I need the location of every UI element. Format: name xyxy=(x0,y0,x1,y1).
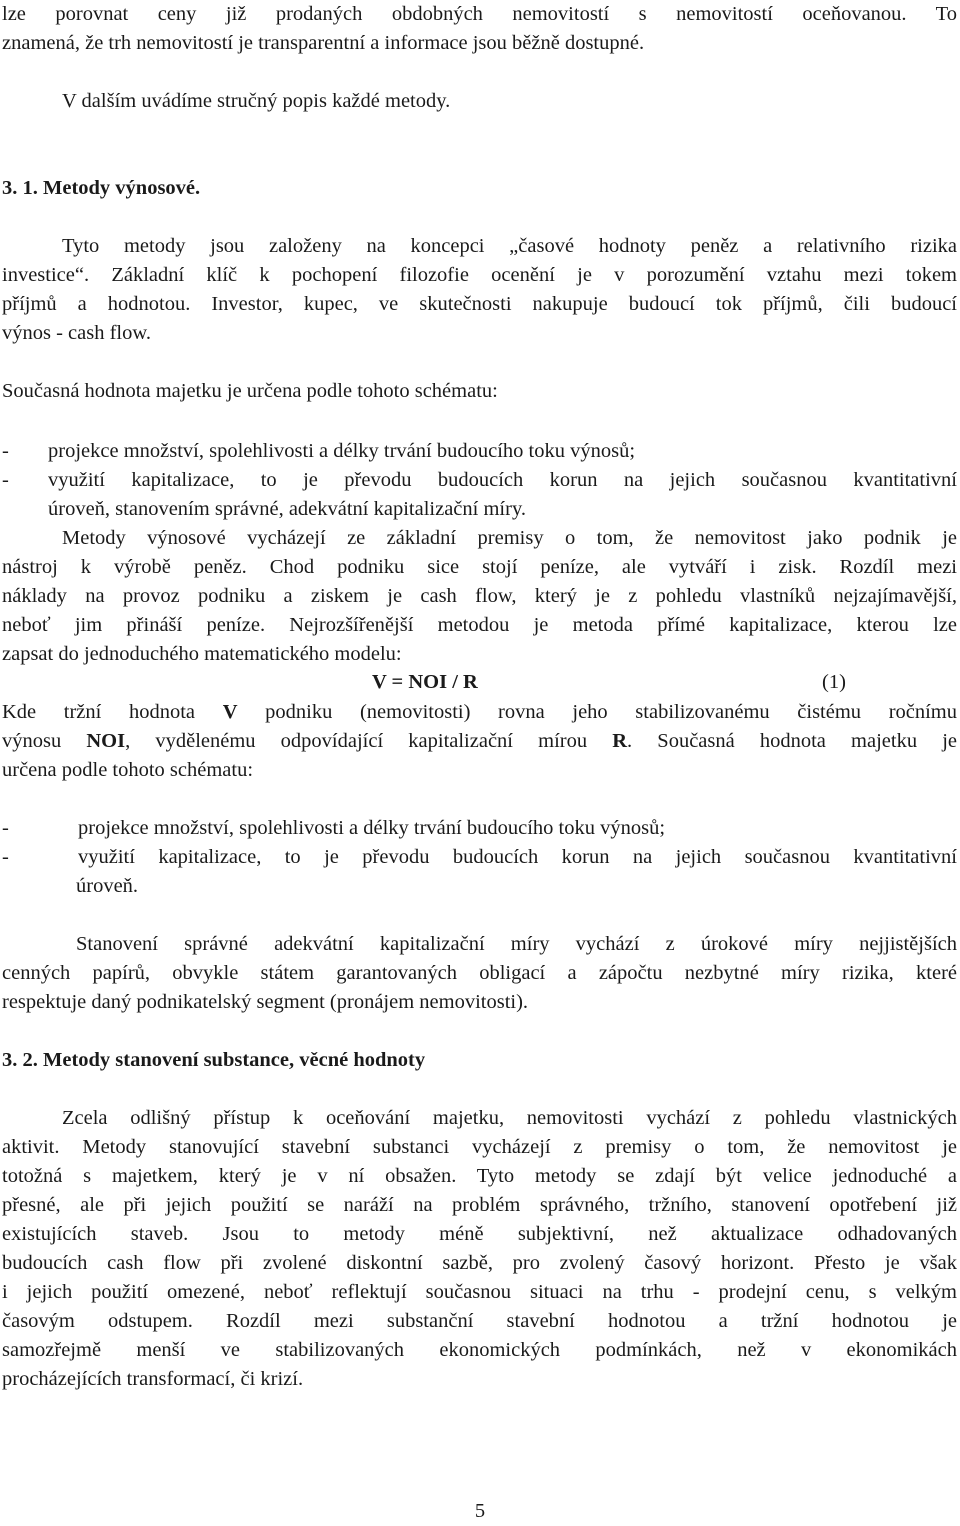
text-line: Stanovení správné adekvátní kapitalizační míry vychází z úrokové míry nejjistějších xyxy=(76,933,957,955)
text-line: Současná hodnota majetku je určena podle tohoto schématu: xyxy=(2,380,498,402)
bullet-text: projekce množství, spolehlivosti a délky trvání budoucího toku výnosů; xyxy=(78,817,666,839)
formula-row xyxy=(0,668,960,697)
text-line: přesné, ale při jejich použití se naráží na problém správného, tržního, stanovení opotřebení již xyxy=(2,1194,957,1216)
text-line: výnos - cash flow. xyxy=(2,322,151,344)
text-line: náklady na provoz podniku a ziskem je cash flow, který je z pohledu vlastníků nejzajímavější, xyxy=(2,585,957,607)
section-heading: 3. 2. Metody stanovení substance, věcné hodnoty xyxy=(2,1049,426,1071)
bullet-dash: - xyxy=(2,817,9,839)
page-number: 5 xyxy=(474,1500,486,1522)
bullet-item xyxy=(2,466,957,495)
text-line: výnosu NOI, vydělenému odpovídající kapitalizační mírou R. Současná hodnota majetku je xyxy=(2,730,957,752)
text-line: investice“. Základní klíč k pochopení filozofie ocenění je v porozumění vztahu mezi tokem xyxy=(2,264,957,286)
formula-number: (1) xyxy=(822,671,846,693)
bullet-text: využití kapitalizace, to je převodu budoucích korun na jejich současnou kvantitativní xyxy=(48,469,957,491)
text-line: Metody výnosové vycházejí ze základní premisy o tom, že nemovitost jako podnik je xyxy=(62,527,957,549)
bullet-text: využití kapitalizace, to je převodu budoucích korun na jejich současnou kvantitativní xyxy=(78,846,957,868)
text-line: úroveň, stanovením správné, adekvátní kapitalizační míry. xyxy=(48,498,526,520)
text-line: úroveň. xyxy=(76,875,139,897)
text-line: nástroj k výrobě peněz. Chod podniku sice stojí peníze, ale vytváří i zisk. Rozdíl mezi xyxy=(2,556,957,578)
bullet-dash: - xyxy=(2,440,9,462)
bullet-dash: - xyxy=(2,846,9,868)
text-line: příjmů a hodnotou. Investor, kupec, ve skutečnosti nakupuje budoucí tok příjmů, čili budoucí xyxy=(2,293,957,315)
text-line: Kde tržní hodnota V podniku (nemovitosti) rovna jeho stabilizovanému čistému ročnímu xyxy=(2,701,958,723)
bullet-item xyxy=(2,814,957,843)
text-line: i jejich použití omezené, neboť reflektují současnou situaci na trhu - prodejní cenu, s velkým xyxy=(2,1281,957,1303)
text-line: zapsat do jednoduchého matematického modelu: xyxy=(2,643,402,665)
text-line: Tyto metody jsou založeny na koncepci „časové hodnoty peněz a relativního rizika xyxy=(62,235,957,257)
text-line: cenných papírů, obvykle státem garantovaných obligací a zápočtu nezbytné míry rizika, které xyxy=(2,962,957,984)
text-line: Zcela odlišný přístup k oceňování majetku, nemovitosti vychází z pohledu vlastnických xyxy=(62,1107,957,1129)
text-line: znamená, že trh nemovitostí je transparentní a informace jsou běžně dostupné. xyxy=(2,32,645,54)
text-line: V dalším uvádíme stručný popis každé metody. xyxy=(62,90,451,112)
text-line: totožná s majetkem, který je v ní obsažen. Tyto metody se zdají být velice jednoduché a xyxy=(2,1165,957,1187)
text-line: existujících staveb. Jsou to metody méně subjektivní, než aktualizace odhadovaných xyxy=(2,1223,957,1245)
bullet-item xyxy=(2,843,957,872)
bullet-item xyxy=(2,437,957,466)
text-line: lze porovnat ceny již prodaných obdobných nemovitostí s nemovitostí oceňovanou. To xyxy=(2,3,957,25)
text-line: aktivit. Metody stanovující stavební substanci vycházejí z premisy o tom, že nemovitost je xyxy=(2,1136,957,1158)
bullet-text: projekce množství, spolehlivosti a délky trvání budoucího toku výnosů; xyxy=(48,440,636,462)
text-line: procházejících transformací, či krizí. xyxy=(2,1368,304,1390)
text-line: samozřejmě menší ve stabilizovaných ekonomických podmínkách, než v ekonomikách xyxy=(2,1339,957,1361)
text-line: respektuje daný podnikatelský segment (pronájem nemovitosti). xyxy=(2,991,529,1013)
text-line: neboť jim přináší peníze. Nejrozšířenější metodou je metoda přímé kapitalizace, kterou lze xyxy=(2,614,957,636)
text-line: budoucích cash flow při zvolené diskontní sazbě, pro zvolený časový horizont. Přesto je však xyxy=(2,1252,957,1274)
bullet-dash: - xyxy=(2,469,9,491)
formula: V = NOI / R xyxy=(372,671,478,693)
text-line: určena podle tohoto schématu: xyxy=(2,759,254,781)
section-heading: 3. 1. Metody výnosové. xyxy=(2,177,201,199)
text-line: časovým odstupem. Rozdíl mezi substanční stavební hodnotou a tržní hodnotou je xyxy=(2,1310,957,1332)
